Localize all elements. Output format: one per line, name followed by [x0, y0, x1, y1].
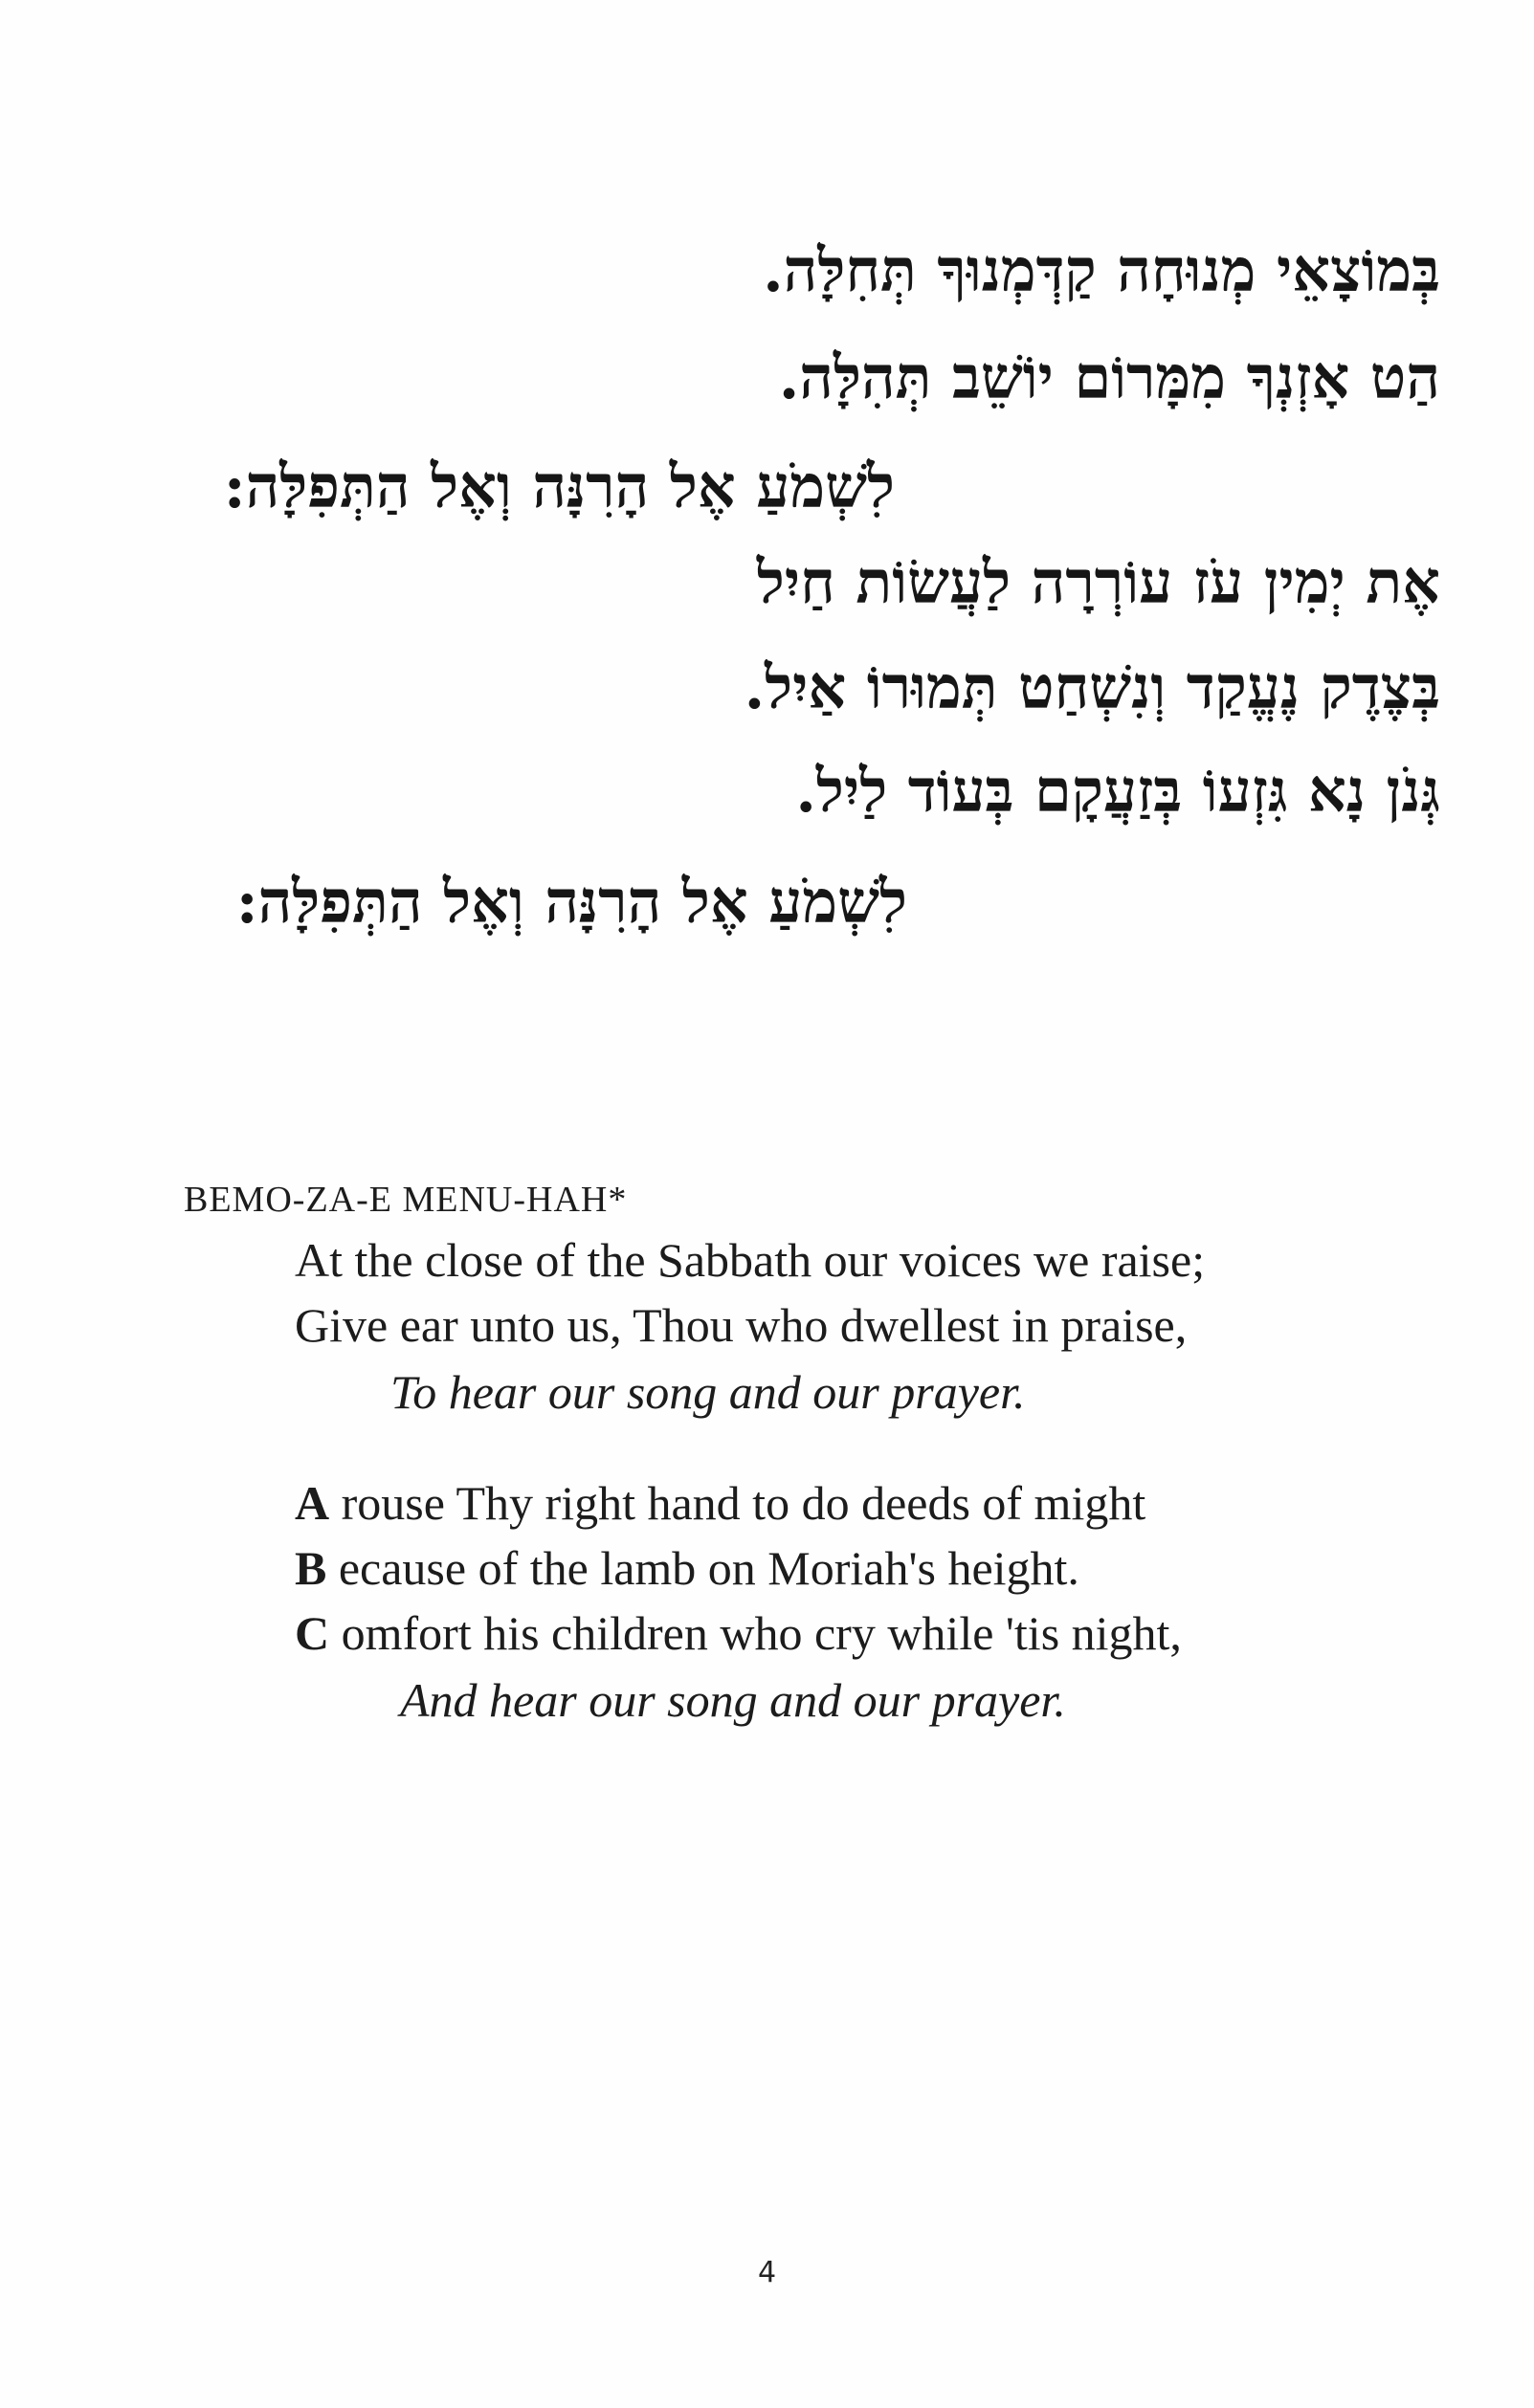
stanza2-line2 [295, 1541, 1079, 1595]
stanza1-refrain: To hear our song and our prayer. [390, 1365, 1026, 1419]
stanza2-line1-text: rouse Thy right hand to do deeds of might [329, 1476, 1146, 1530]
page-number: 4 [757, 2256, 777, 2289]
hebrew-line-4: אֶת יְמִין עֹז עוֹרְרָה לַעֲשׂוֹת חַיִל [756, 547, 1440, 617]
hebrew-line-6: גְּנֹן נָא גִּזְעוֹ בְּזַעֲקָם בְּעוֹד לַיִל. [795, 756, 1440, 826]
stanza1-line1: At the close of the Sabbath our voices we raise; [295, 1233, 1206, 1287]
hebrew-line-1: בְּמוֹצָאֵי מְנוּחָה קַדְּמְנוּךָ תְּחִלָּה. [763, 235, 1440, 305]
stanza1-line2: Give ear unto us, Thou who dwellest in praise, [295, 1298, 1188, 1352]
hebrew-line-5: בְּצֶדֶק נֶעֱקַד וְנִשְׁחַט תְּמוּרוֹ אַיִל. [744, 652, 1440, 722]
stanza2-line1 [295, 1476, 1146, 1530]
hebrew-line-3-refrain: לִשְׁמֹעַ אֶל הָרִנָּה וְאֶל הַתְּפִלָּה: [223, 452, 895, 521]
acrostic-initial-b: B [295, 1541, 327, 1595]
stanza2-line3 [295, 1606, 1182, 1660]
acrostic-initial-c: C [295, 1606, 330, 1660]
translation-heading: BEMO-ZA-E MENU-HAH* [184, 1180, 628, 1220]
hebrew-line-7-refrain: לִשְׁמֹעַ אֶל הָרִנָּה וְאֶל הַתְּפִלָּה: [235, 867, 907, 937]
acrostic-initial-a: A [295, 1476, 330, 1530]
stanza2-line2-text: ecause of the lamb on Moriah's height. [326, 1541, 1079, 1595]
stanza2-refrain: And hear our song and our prayer. [400, 1673, 1066, 1727]
hebrew-line-2: הַט אָזְנְךָ מִמָּרוֹם יוֹשֵׁב תְּהִלָּה. [778, 342, 1440, 412]
stanza2-line3-text: omfort his children who cry while 'tis night, [329, 1606, 1182, 1660]
